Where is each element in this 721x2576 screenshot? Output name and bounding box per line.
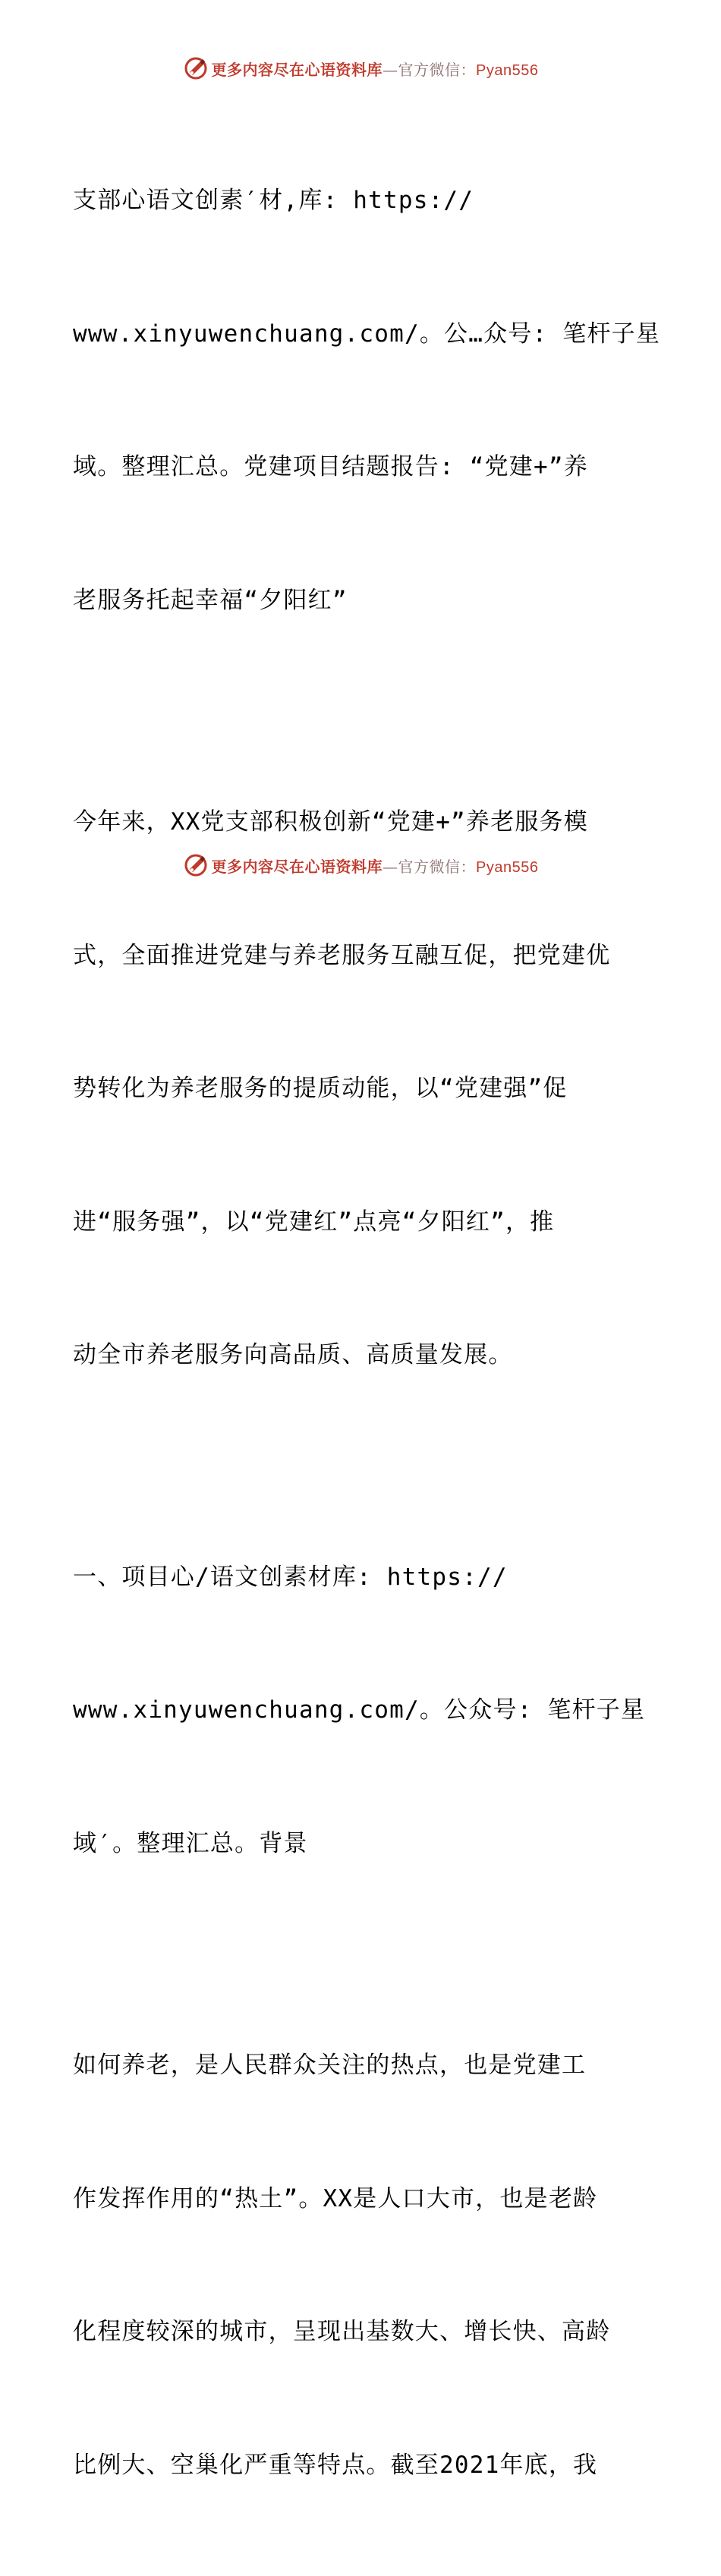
text-line: 式，全面推进党建与养老服务互融互促，把党建优 xyxy=(73,941,611,969)
text-line: 比例大、空巢化严重等特点。截至2021年底，我 xyxy=(73,2451,598,2479)
footer-watermark-banner xyxy=(0,850,721,880)
text-line: 今年来，XX党支部积极创新“党建+”养老服务模 xyxy=(73,808,588,836)
paragraph-section-heading xyxy=(73,1466,650,1955)
text-line: 作发挥作用的“热土”。XX是人口大市，也是老龄 xyxy=(73,2184,598,2212)
text-line: 动全市养老服务向高品质、高质量发展。 xyxy=(73,1341,513,1368)
brand-logo-icon xyxy=(183,55,209,81)
header-watermark-banner xyxy=(0,53,721,83)
text-line: 化程度较深的城市，呈现出基数大、增长快、高龄 xyxy=(73,2318,611,2345)
text-line: 进“服务强”，以“党建红”点亮“夕阳红”，推 xyxy=(73,1208,555,1236)
separator: — xyxy=(383,60,398,79)
brand-name: 更多内容尽在心语资料库 xyxy=(211,857,383,876)
wechat-handle: Pyan556 xyxy=(476,858,539,876)
text-line: 一、项目心/语文创素材库: https:// xyxy=(73,1563,508,1591)
brand-name: 更多内容尽在心语资料库 xyxy=(211,60,383,79)
document-body xyxy=(73,90,661,2576)
brand-logo-icon xyxy=(183,852,209,878)
text-line: 域′。整理汇总。背景 xyxy=(73,1829,308,1857)
text-line: 如何养老，是人民群众关注的热点，也是党建工 xyxy=(73,2052,587,2079)
paragraph-background xyxy=(73,1954,650,2576)
separator: — xyxy=(383,857,398,876)
watermark-text xyxy=(212,58,539,80)
text-line: 老服务托起幸福“夕阳红” xyxy=(73,586,348,614)
text-line: www.xinyuwenchuang.com/。公…众号: 笔杆子星 xyxy=(73,320,661,348)
paragraph-intro xyxy=(73,711,650,1466)
wechat-label: 官方微信： xyxy=(398,857,477,876)
wechat-label: 官方微信： xyxy=(398,60,477,79)
watermark-text xyxy=(212,855,539,877)
wechat-handle: Pyan556 xyxy=(476,61,539,79)
paragraph-title xyxy=(73,90,661,711)
text-line: 支部心语文创素′材,库: https:// xyxy=(73,187,474,214)
text-line: www.xinyuwenchuang.com/。公众号: 笔杆子星 xyxy=(73,1696,646,1724)
text-line: 域。整理汇总。党建项目结题报告: “党建+”养 xyxy=(73,453,588,480)
text-line: 势转化为养老服务的提质动能，以“党建强”促 xyxy=(73,1075,568,1102)
